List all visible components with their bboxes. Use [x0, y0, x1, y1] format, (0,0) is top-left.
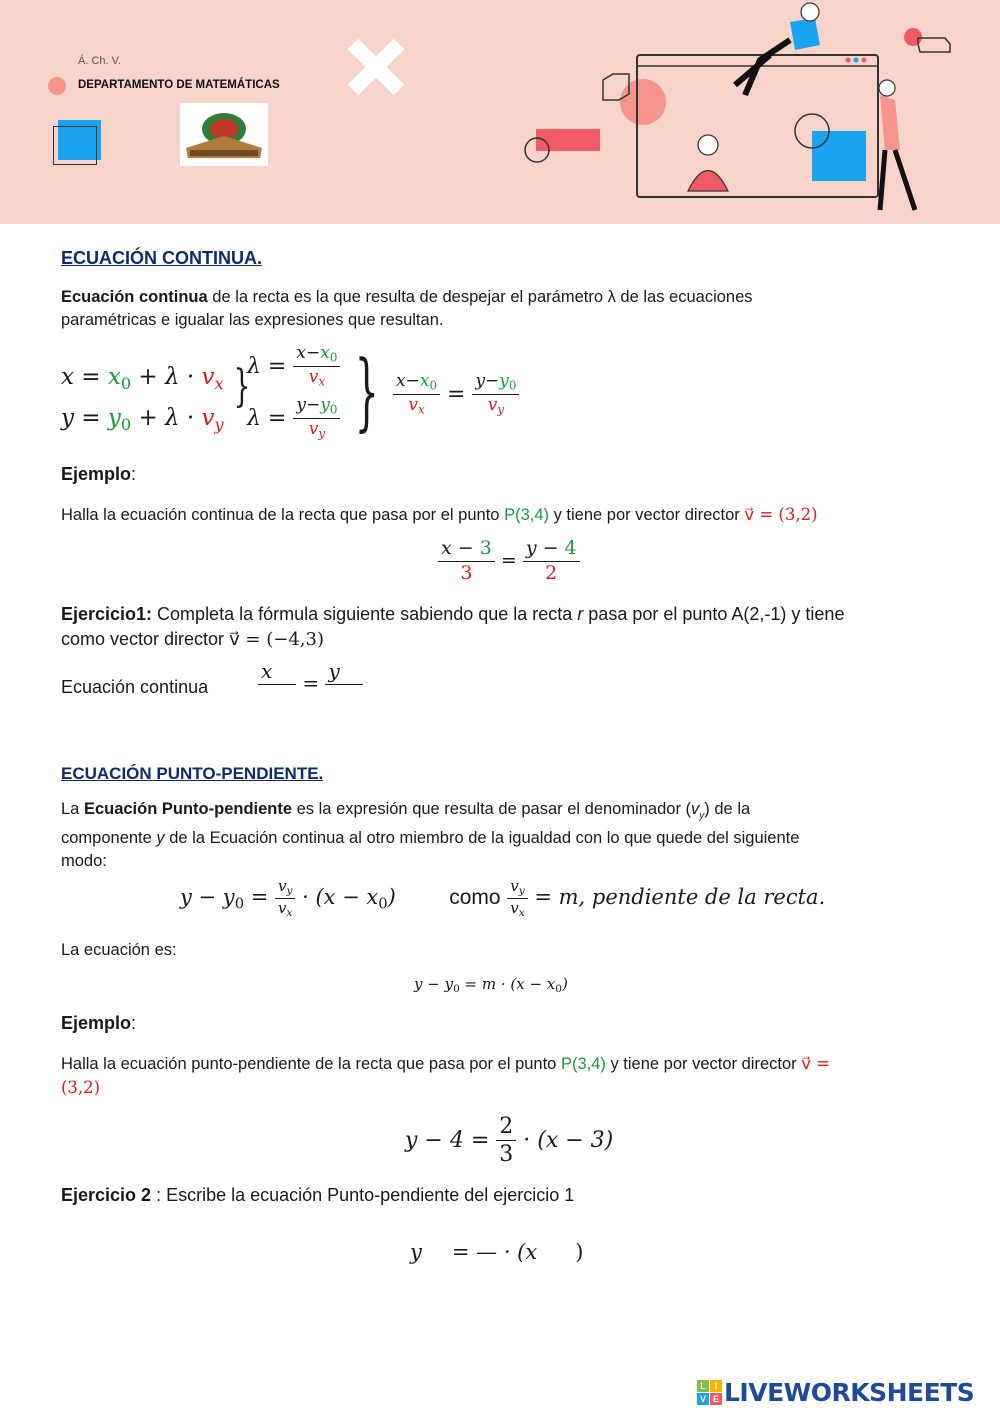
punto-pendiente-equation: $y - y_0 = m \cdot (x - x_0)$: [414, 975, 568, 996]
header-banner: [0, 0, 1000, 224]
answer-input-x0[interactable]: [540, 1242, 580, 1266]
punto-pendiente-derivation: $y - y_0$ = $\frac{v_y}{v_x}$ · $(x - x_0)$ como $\frac{v_y}{v_x}$ = m, pendiente de la recta.: [180, 877, 826, 920]
illustration: [520, 0, 1000, 224]
continua-general-equation: $\frac{x-x_0}{v_x}$ = $\frac{y-y_0}{v_y}$: [393, 372, 519, 418]
exercise-1: Ejercicio1: Completa la fórmula siguiente sabiendo que la recta r pasa por el punto A(2,-1) y tiene como vector director v⃗ = (−4,3): [61, 604, 845, 650]
example-equation-2: y − 4 = $\frac{2}{3}$ · (x − 3): [405, 1114, 614, 1168]
equation-intro: La ecuación es:: [61, 941, 177, 959]
exercise-1-answer-fractions: x = y: [258, 660, 363, 709]
answer-input-x-numerator[interactable]: [290, 664, 300, 684]
answer-input-slope[interactable]: [474, 1236, 502, 1268]
school-logo: [180, 103, 268, 166]
answer-input-y0[interactable]: [424, 1242, 454, 1266]
department-name: DEPARTAMENTO DE MATEMÁTICAS: [78, 79, 280, 91]
author-initials: Á. Ch. V.: [78, 55, 122, 67]
section-title-punto-pendiente: ECUACIÓN PUNTO-PENDIENTE.: [61, 764, 324, 783]
definition-term: Ecuación continua: [61, 288, 208, 306]
logo-mark-icon: L I V E: [697, 1380, 722, 1405]
example-text-2: Halla la ecuación punto-pendiente de la recta que pasa por el punto P(3,4) y tiene por vector director v⃗ = (3,2): [61, 1054, 831, 1097]
answer-input-x-denominator[interactable]: [262, 690, 302, 710]
liveworksheets-logo[interactable]: [697, 1378, 974, 1407]
section-title-continua: ECUACIÓN CONTINUA.: [61, 248, 262, 268]
example-vector: v⃗ = (3,2): [744, 505, 818, 524]
como-word: como: [449, 886, 501, 910]
exercise-2-answer: y = — · (x ): [410, 1240, 584, 1264]
example-label-2: Ejemplo:: [61, 1013, 137, 1033]
definition-text-2: paramétricas e igualar las expresiones que resultan.: [61, 311, 444, 329]
example-point: P(3,4): [504, 506, 549, 524]
square-outline-left: [53, 126, 97, 165]
example-label-1: Ejemplo:: [61, 464, 137, 484]
bullet-circle: [48, 77, 66, 95]
brace-right-small: }: [233, 361, 251, 412]
pendiente-text: , pendiente de la recta.: [578, 885, 826, 910]
x-cross-icon: [345, 38, 407, 96]
definition-punto-pendiente: La Ecuación Punto-pendiente es la expresión que resulta de pasar el denominador $(v_y)$ de la componente y de la Ecuación continua al otro miembro de la igualdad con lo que quede del siguiente modo:: [61, 800, 800, 871]
brace-right-large: }: [354, 342, 379, 440]
example-text-1: Halla la ecuación continua de la recta que pasa por el punto P(3,4) y tiene por vector director v⃗ = (3,2): [61, 505, 818, 524]
parametric-system: $x = x_0 + \lambda \cdot v_x$ $y = y_0 + \lambda \cdot v_y$: [61, 364, 224, 434]
answer-input-y-denominator[interactable]: [334, 690, 374, 710]
brand-name: LIVEWORKSHEETS: [724, 1378, 975, 1407]
example-equation-1: $\frac{x - 3}{3}$ = $\frac{y - 4}{2}$: [438, 538, 580, 585]
lambda-expressions: λ = $\frac{x-x_0}{v_x}$ λ = $\frac{y-y_0}{v_y}$: [247, 344, 340, 442]
exercise-1-answer-label: Ecuación continua: [61, 677, 209, 697]
definition-continua: [61, 286, 941, 332]
exercise-2: Ejercicio 2 : Escribe la ecuación Punto-pendiente del ejercicio 1: [61, 1185, 575, 1205]
definition-text-1: de la recta es la que resulta de despejar el parámetro λ de las ecuaciones: [207, 288, 753, 306]
answer-input-y-numerator[interactable]: [346, 664, 368, 684]
